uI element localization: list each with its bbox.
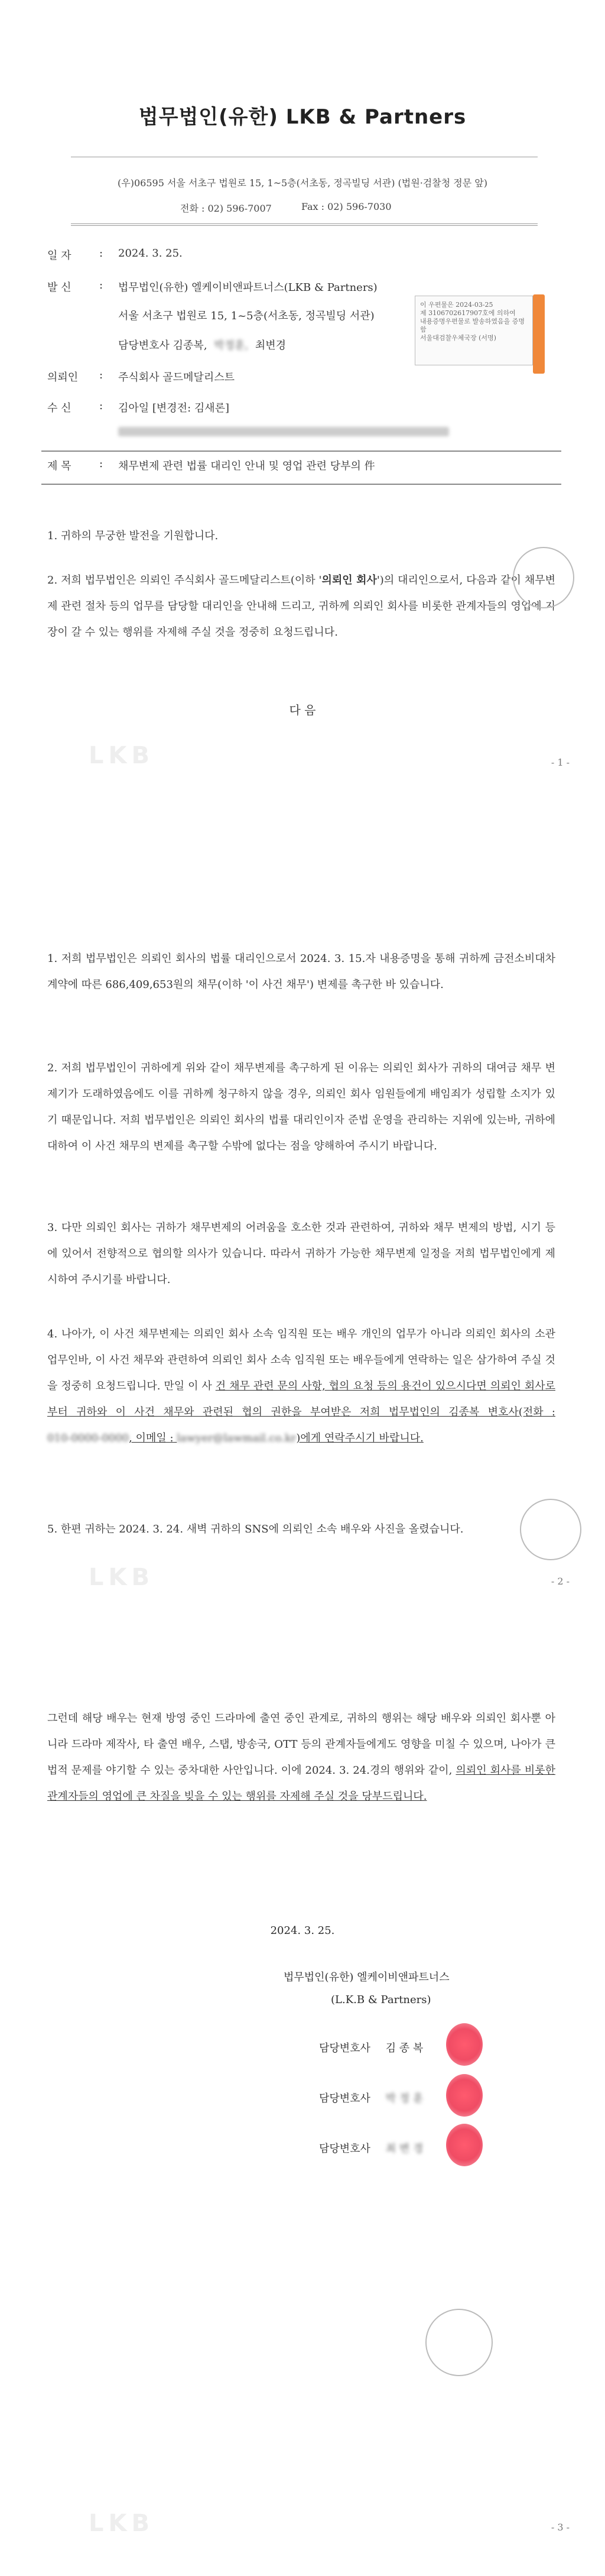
page1-p2-b: ')의 대리인으로서, [376, 574, 463, 587]
page3-plain: 그런데 해당 배우는 현재 방영 중인 드라마에 출연 중인 관계로, 귀하의 행위는 해당 배우와 의뢰인 회사뿐 아니라 드라마 제작사, 타 출연 배우, 스탭, 방송국, OTT 등의 관계자들에게도 영향을 미칠 수 있으며, 나아가 큰 법적 문제를 야기할 수 있는 중차대한 사안입니다. 이에 2024. 3. 24.경의 행위와 같이, [47, 1712, 555, 1777]
letterhead-address: (우)06595 서울 서초구 법원로 15, 1~5층(서초동, 정곡빌딩 서관) (법원·검찰청 정문 앞) [118, 177, 487, 189]
date-label: 일 자 [47, 250, 71, 262]
email-redacted: lawyer@lawmail.co.kr [177, 1432, 297, 1444]
sender-line3-tail: 최변경 [255, 339, 287, 352]
page1-number: - 1 - [551, 757, 570, 768]
page1-paragraph-2 [47, 568, 555, 646]
lawyer3-row [319, 2140, 423, 2156]
sender-line2: 서울 서초구 법원로 15, 1~5층(서초동, 정곡빌딩 서관) [118, 310, 375, 322]
page2-paragraph-3: 3. 다만 의뢰인 회사는 귀하가 채무변제의 어려움을 호소한 것과 관련하여, 귀하와 채무 변제의 방법, 시기 등에 있어서 전향적으로 협의할 의사가 있습니다. 따라서 귀하가 가능한 채무변제 일정을 저희 법무법인에게 제시하여 주시기를 바랍니다. [47, 1221, 555, 1286]
postmark-1 [513, 547, 574, 608]
sender-line3-text: 담당변호사 김종복, [118, 339, 207, 352]
date-value: 2024. 3. 25. [118, 247, 183, 260]
recipient-label: 수 신 [47, 402, 71, 414]
page2-number: - 2 - [551, 1576, 570, 1587]
client-colon: : [99, 369, 103, 381]
lawyer1-row [319, 2040, 423, 2055]
sender-line1: 법무법인(유한) 엘케이비앤파트너스(LKB & Partners) [118, 281, 378, 294]
subject-colon: : [99, 458, 103, 470]
page1-heading: 다 음 [289, 703, 316, 717]
page3-paragraph [47, 1706, 555, 1810]
recipient-value: 김아일 [변경전: 김새론] [118, 402, 230, 414]
sender-label: 발 신 [47, 281, 71, 294]
page2-p4-underline-text: 건 채무 관련 문의 사항, 협의 요청 등의 용건이 있으시다면 의뢰인 회사로부터 귀하와 이 사건 채무와 관련된 협의 권한을 부여받은 저희 법무법인의 김종복 변호사(전화 : [47, 1380, 555, 1418]
lawyer1-seal [446, 2023, 483, 2066]
firm-name-en: (L.K.B & Partners) [331, 1994, 431, 2006]
sender-colon: : [99, 279, 103, 291]
date-colon: : [99, 247, 103, 260]
stamp-line2: 제 3106702617907호에 의하여 [420, 309, 516, 317]
firm-name: 법무법인(유한) 엘케이비앤파트너스 [284, 1971, 450, 1984]
closing-date: 2024. 3. 25. [270, 1924, 335, 1937]
letterhead-rule-bottom [71, 223, 538, 226]
page2-p4-plain: 4. 나아가, 이 사건 채무변제는 의뢰인 회사 소속 임직원 또는 배우 개인의 업무가 아니라 의뢰인 회사의 소관 업무인바, 이 사건 채무와 관련하여 의뢰인 회사 소속 임직원 또는 배우들에게 연락하는 일은 삼가하여 주실 것을 정중히 요청드립니다. 만일 이 사 [47, 1328, 555, 1392]
page1-paragraph-1: 1. 귀하의 무궁한 발전을 기원합니다. [47, 530, 219, 542]
page2-paragraph-4 [47, 1321, 555, 1451]
watermark-page1: LKB [89, 742, 154, 769]
postal-certification-stamp [415, 296, 533, 365]
lawyer3-label: 담당변호사 [319, 2143, 370, 2155]
lawyer3-seal [446, 2124, 483, 2166]
subject-value: 채무변제 관련 법률 대리인 안내 및 영업 관련 당부의 件 [118, 460, 375, 472]
letterhead-phone: 전화 : 02) 596-7007 [180, 203, 272, 214]
letterhead-fax: Fax : 02) 596-7030 [301, 201, 392, 212]
watermark-page3: LKB [89, 2510, 154, 2537]
postal-stamp-orange-tab [533, 294, 545, 374]
lawyer1-name: 김 종 복 [385, 2042, 424, 2055]
postmark-2 [520, 1499, 581, 1560]
subject-rule-bottom [41, 484, 561, 485]
sender-redacted: 박정훈, [214, 339, 249, 352]
lawyer2-name: 박 정 훈 [385, 2092, 424, 2105]
phone-redacted: 010-0000-0000 [47, 1432, 129, 1444]
page1-p2-rest: 다음과 같이 채무변제 관련 절차 등의 업무를 담당할 대리인을 안내해 드리고, 귀하께 의뢰인 회사를 비롯한 관계자들의 영업에 지장이 갈 수 있는 행위를 자제해 주실 것을 정중히 요청드립니다. [47, 574, 555, 639]
sender-line3 [118, 337, 286, 352]
page3-number: - 3 - [551, 2522, 570, 2533]
subject-label: 제 목 [47, 460, 71, 472]
postmark-3 [425, 2309, 493, 2376]
subject-rule-top [41, 451, 561, 452]
page2-paragraph-1: 1. 저희 법무법인은 의뢰인 회사의 법률 대리인으로서 2024. 3. 15.자 내용증명을 통해 귀하께 금전소비대차계약에 따른 686,409,653원의 채무(이하 '이 사건 채무') 변제를 촉구한 바 있습니다. [47, 952, 555, 991]
lawyer2-seal [446, 2074, 483, 2117]
recipient-address-redacted [118, 427, 449, 436]
stamp-line3: 내용증명우편물로 발송하였음을 증명함 [420, 317, 525, 333]
watermark-page2: LKB [89, 1564, 154, 1591]
page2-p4-email-label: , 이메일 : [129, 1432, 174, 1444]
page1-p2-a: 2. 저희 법무법인은 의뢰인 주식회사 골드메달리스트(이하 ' [47, 574, 322, 587]
lawyer3-name: 최 변 경 [385, 2143, 424, 2155]
page2-paragraph-5: 5. 한편 귀하는 2024. 3. 24. 새벽 귀하의 SNS에 의뢰인 소속 배우와 사진을 올렸습니다. [47, 1523, 464, 1535]
recipient-colon: : [99, 400, 103, 412]
lawyer1-label: 담당변호사 [319, 2042, 370, 2055]
client-value: 주식회사 골드메달리스트 [118, 371, 235, 384]
page1-p2-bold: 의뢰인 회사 [321, 574, 377, 587]
lawyer2-label: 담당변호사 [319, 2092, 370, 2105]
client-label: 의뢰인 [47, 371, 79, 384]
stamp-line4: 서울대검찰우체국장 (서명) [420, 334, 496, 342]
lawyer2-row [319, 2090, 423, 2105]
page2-p4-tail: )에게 연락주시기 바랍니다. [296, 1432, 424, 1444]
letterhead-title: 법무법인(유한) LKB & Partners [138, 105, 467, 129]
page2-paragraph-2: 2. 저희 법무법인이 귀하에게 위와 같이 채무변제를 촉구하게 된 이유는 의뢰인 회사가 귀하의 대여금 채무 변제기가 도래하였음에도 이를 귀하께 청구하지 않을 경우, 의뢰인 회사 임원들에게 배임죄가 성립할 소지가 있기 때문입니다. 저희 법무법인은 의뢰인 회사의 법률 대리인이자 준법 운영을 관리하는 지위에 있는바, 귀하에 대하여 이 사건 채무의 변제를 촉구할 수밖에 없다는 점을 양해하여 주시기 바랍니다. [47, 1062, 555, 1152]
page3-underlined: 의뢰인 회사를 비롯한 관계자들의 영업에 큰 차질을 빚을 수 있는 행위를 자제해 주실 것을 당부드립니다. [47, 1764, 555, 1803]
stamp-line1: 이 우편물은 2024-03-25 [420, 301, 493, 309]
